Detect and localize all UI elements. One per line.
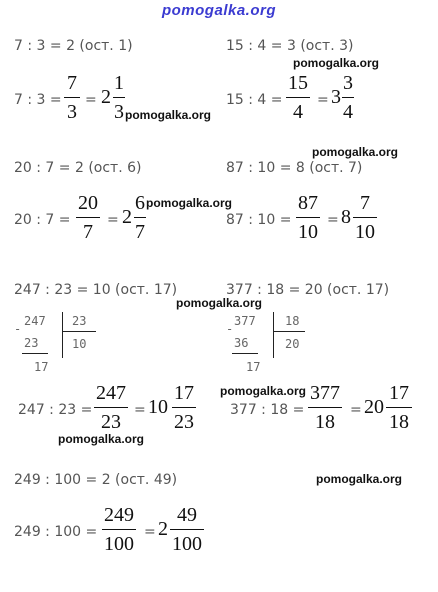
watermark: pomogalka.org	[293, 56, 380, 70]
division-vertical-line	[273, 312, 274, 358]
watermark: pomogalka.org	[125, 108, 212, 122]
equation-87-10: 87 : 10 = 8 (ост. 7)	[226, 160, 363, 176]
numerator: 1	[114, 72, 124, 94]
whole-part: 20	[364, 396, 384, 418]
fraction-bar	[170, 529, 204, 530]
subtraction-line	[22, 353, 48, 354]
fraction-49-100	[170, 504, 204, 555]
remainder: 17	[246, 360, 261, 374]
equation-15-4: 15 : 4 = 3 (ост. 3)	[226, 38, 354, 54]
denominator: 4	[293, 101, 303, 124]
fraction-bar	[172, 407, 196, 408]
remainder: 17	[34, 360, 49, 374]
fraction-bar	[94, 407, 128, 408]
numerator: 20	[78, 192, 98, 214]
numerator: 377	[310, 382, 340, 404]
numerator: 3	[343, 72, 353, 94]
watermark: pomogalka.org	[146, 196, 233, 210]
division-vertical-line	[62, 312, 63, 358]
fraction-377-18	[308, 382, 342, 433]
fraction-20-7	[76, 192, 100, 243]
fraction-bar	[386, 407, 412, 408]
fraction-7-10	[353, 192, 377, 243]
denominator: 3	[114, 101, 124, 124]
fraction-lhs-377-18: 377 : 18 =	[230, 402, 305, 418]
equals-sign: =	[144, 524, 156, 540]
fraction-87-10	[296, 192, 320, 243]
fraction-15-4	[286, 72, 310, 123]
denominator: 4	[343, 101, 353, 124]
whole-part: 2	[158, 518, 168, 540]
fraction-1-3	[113, 72, 125, 123]
equation-20-7: 20 : 7 = 2 (ост. 6)	[14, 160, 142, 176]
denominator: 10	[298, 221, 318, 244]
denominator: 18	[389, 411, 409, 434]
denominator: 3	[67, 101, 77, 124]
fraction-bar	[102, 529, 136, 530]
fraction-bar	[308, 407, 342, 408]
fraction-bar	[342, 97, 354, 98]
numerator: 247	[96, 382, 126, 404]
fraction-bar	[353, 217, 377, 218]
site-header: pomogalka.org	[161, 2, 276, 19]
subtrahend: 23	[24, 336, 39, 350]
watermark: pomogalka.org	[220, 384, 307, 398]
equation-7-3: 7 : 3 = 2 (ост. 1)	[14, 38, 133, 54]
whole-part: 2	[101, 86, 111, 108]
watermark: pomogalka.org	[316, 472, 403, 486]
fraction-bar	[76, 217, 100, 218]
fraction-bar	[134, 217, 146, 218]
fraction-247-23	[94, 382, 128, 433]
numerator: 7	[67, 72, 77, 94]
numerator: 6	[135, 192, 145, 214]
fraction-249-100	[102, 504, 136, 555]
minus-sign: -	[14, 322, 22, 336]
divisor: 18	[285, 314, 300, 328]
denominator: 18	[315, 411, 335, 434]
fraction-lhs-87-10: 87 : 10 =	[226, 212, 292, 228]
watermark: pomogalka.org	[58, 432, 145, 446]
fraction-3-4	[342, 72, 354, 123]
fraction-lhs-15-4: 15 : 4 =	[226, 92, 283, 108]
equation-247-23: 247 : 23 = 10 (ост. 17)	[14, 282, 178, 298]
equals-sign: =	[350, 402, 362, 418]
equation-377-18: 377 : 18 = 20 (ост. 17)	[226, 282, 390, 298]
fraction-bar	[113, 97, 125, 98]
fraction-6-7	[134, 192, 146, 243]
fraction-17-23	[172, 382, 196, 433]
fraction-lhs-7-3: 7 : 3 =	[14, 92, 62, 108]
numerator: 7	[360, 192, 370, 214]
whole-part: 3	[331, 86, 341, 108]
divisor-underline	[62, 331, 96, 332]
fraction-bar	[64, 97, 80, 98]
fraction-7-3	[64, 72, 80, 123]
denominator: 10	[355, 221, 375, 244]
numerator: 49	[177, 504, 197, 526]
subtraction-line	[232, 353, 258, 354]
quotient: 20	[285, 337, 300, 351]
denominator: 100	[104, 533, 134, 556]
minus-sign: -	[226, 322, 234, 336]
denominator: 7	[83, 221, 93, 244]
equals-sign: =	[107, 212, 119, 228]
denominator: 23	[174, 411, 194, 434]
equals-sign: =	[317, 92, 329, 108]
divisor: 23	[72, 314, 87, 328]
quotient: 10	[72, 337, 87, 351]
whole-part: 2	[122, 206, 132, 228]
watermark: pomogalka.org	[176, 296, 263, 310]
equals-sign: =	[85, 92, 97, 108]
equation-249-100: 249 : 100 = 2 (ост. 49)	[14, 472, 178, 488]
whole-part: 8	[341, 206, 351, 228]
subtrahend: 36	[234, 336, 249, 350]
dividend: 377	[234, 314, 256, 328]
whole-part: 10	[148, 396, 168, 418]
denominator: 23	[101, 411, 121, 434]
fraction-lhs-20-7: 20 : 7 =	[14, 212, 71, 228]
dividend: 247	[24, 314, 46, 328]
equals-sign: =	[327, 212, 339, 228]
divisor-underline	[273, 331, 305, 332]
fraction-lhs-249-100: 249 : 100 =	[14, 524, 98, 540]
fraction-17-18	[386, 382, 412, 433]
denominator: 100	[172, 533, 202, 556]
fraction-bar	[296, 217, 320, 218]
numerator: 87	[298, 192, 318, 214]
numerator: 249	[104, 504, 134, 526]
fraction-bar	[286, 97, 310, 98]
numerator: 17	[389, 382, 409, 404]
numerator: 17	[174, 382, 194, 404]
equals-sign: =	[134, 402, 146, 418]
denominator: 7	[135, 221, 145, 244]
fraction-lhs-247-23: 247 : 23 =	[18, 402, 93, 418]
numerator: 15	[288, 72, 308, 94]
watermark: pomogalka.org	[312, 145, 399, 159]
